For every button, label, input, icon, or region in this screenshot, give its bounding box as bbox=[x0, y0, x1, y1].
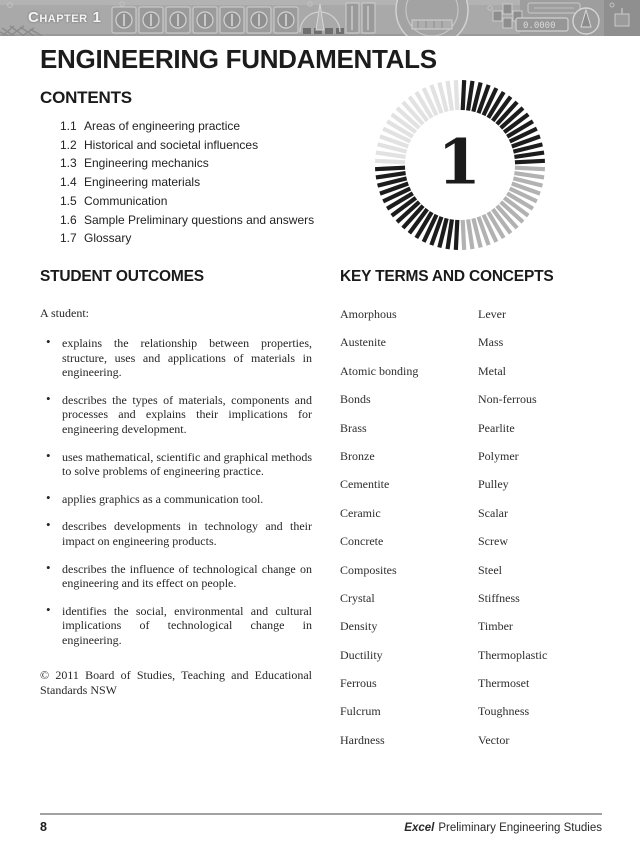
term-item: Metal bbox=[478, 363, 506, 378]
chapter-label bbox=[28, 8, 101, 28]
outcomes-intro: A student: bbox=[40, 306, 90, 320]
term-item: Ceramic bbox=[340, 505, 381, 520]
contents-item bbox=[40, 229, 340, 248]
term-item: Stiffness bbox=[478, 590, 520, 605]
term-item: Vector bbox=[478, 732, 510, 747]
digital-readout bbox=[516, 18, 568, 31]
term-item: Atomic bonding bbox=[340, 363, 419, 378]
term-item: Steel bbox=[478, 562, 502, 577]
outcome-item: • explains the relationship between properties, structure, uses and applications of materials in engineering. bbox=[40, 336, 312, 380]
page-number: 8 bbox=[40, 820, 47, 834]
key-terms-section bbox=[340, 268, 610, 747]
contents-item-number: 1.2 bbox=[60, 137, 77, 152]
copyright-note: © 2011 Board of Studies, Teaching and Educational Standards NSW bbox=[40, 667, 312, 697]
outcome-item: • identifies the social, environmental and cultural implications of technological change in engineering. bbox=[40, 604, 312, 648]
term-item: Composites bbox=[340, 562, 397, 577]
contents-item-number: 1.7 bbox=[60, 231, 77, 246]
term-item: Fulcrum bbox=[340, 704, 381, 719]
footer-rule bbox=[40, 813, 602, 815]
chapter-badge-number: 1 bbox=[437, 125, 481, 199]
chapter-number: 1 bbox=[92, 9, 102, 26]
term-item: Density bbox=[340, 619, 378, 634]
contents-item-label: Engineering materials bbox=[84, 175, 201, 190]
contents-section bbox=[40, 88, 340, 248]
term-item: Thermoset bbox=[478, 676, 530, 691]
term-item: Brass bbox=[340, 420, 367, 435]
contents-heading: CONTENTS bbox=[40, 88, 132, 107]
attitude-indicator-icon bbox=[396, 0, 468, 36]
term-item: Scalar bbox=[478, 505, 508, 520]
term-item: Timber bbox=[478, 619, 513, 634]
outcome-item: • applies graphics as a communication tool. bbox=[40, 492, 312, 507]
contents-item bbox=[40, 192, 340, 211]
term-item: Polymer bbox=[478, 448, 519, 463]
term-item: Lever bbox=[478, 307, 506, 321]
chapter-word: Chapter bbox=[28, 9, 88, 26]
outcome-item: • describes the influence of technological change on engineering and its effect on people. bbox=[40, 562, 312, 591]
term-item: Bronze bbox=[340, 448, 375, 463]
contents-item-label: Communication bbox=[84, 193, 168, 208]
student-outcomes-section bbox=[40, 268, 312, 698]
contents-item bbox=[40, 117, 340, 136]
term-item: Pulley bbox=[478, 477, 509, 492]
term-item: Crystal bbox=[340, 590, 375, 605]
contents-item-number: 1.4 bbox=[60, 175, 77, 190]
term-item: Concrete bbox=[340, 534, 384, 549]
contents-item-number: 1.1 bbox=[60, 119, 77, 133]
contents-item-label: Engineering mechanics bbox=[84, 156, 209, 171]
contents-item bbox=[40, 136, 340, 155]
contents-item-label: Sample Preliminary questions and answers bbox=[84, 212, 315, 227]
term-item: Screw bbox=[478, 534, 508, 549]
page-title: ENGINEERING FUNDAMENTALS bbox=[40, 44, 437, 74]
term-item: Ferrous bbox=[340, 676, 377, 691]
contents-item-number: 1.3 bbox=[60, 156, 77, 171]
outcome-item: • describes developments in technology and their impact on engineering products. bbox=[40, 519, 312, 548]
knob-grid-icon bbox=[112, 7, 298, 33]
contents-list bbox=[40, 117, 340, 248]
outcome-item: • describes the types of materials, components and processes and explains their implications for engineering development. bbox=[40, 393, 312, 437]
contents-item-label: Historical and societal influences bbox=[84, 137, 259, 152]
key-terms-heading: KEY TERMS AND CONCEPTS bbox=[340, 268, 554, 285]
term-item: Pearlite bbox=[478, 420, 515, 435]
contents-item-label: Areas of engineering practice bbox=[84, 119, 241, 133]
term-item: Cementite bbox=[340, 477, 390, 492]
term-item: Ductility bbox=[340, 647, 383, 662]
term-item: Thermoplastic bbox=[478, 647, 548, 662]
term-item: Austenite bbox=[340, 335, 386, 350]
pointer-knob-icon bbox=[573, 8, 599, 34]
terms-column-1 bbox=[340, 307, 418, 761]
contents-item-number: 1.6 bbox=[60, 212, 77, 227]
book-reference bbox=[404, 822, 602, 834]
term-item: Bonds bbox=[340, 392, 371, 407]
chapter-banner bbox=[0, 0, 640, 36]
outcome-item: • uses mathematical, scientific and graphical methods to solve problems of engineering practice. bbox=[40, 450, 312, 479]
contents-item bbox=[40, 211, 340, 230]
term-item: Mass bbox=[478, 335, 504, 350]
outcomes-list bbox=[40, 336, 312, 648]
contents-item bbox=[40, 173, 340, 192]
chapter-badge bbox=[374, 79, 546, 251]
contents-item-label: Glossary bbox=[84, 231, 132, 246]
terms-column-2 bbox=[478, 307, 547, 761]
readout-value: 0.0000 bbox=[523, 21, 556, 31]
book-brand: Excel bbox=[404, 822, 435, 834]
contents-item bbox=[40, 154, 340, 173]
term-item: Hardness bbox=[340, 732, 385, 747]
student-outcomes-heading: STUDENT OUTCOMES bbox=[40, 268, 204, 285]
term-item: Non-ferrous bbox=[478, 392, 537, 407]
contents-item-number: 1.5 bbox=[60, 193, 77, 208]
term-item: Amorphous bbox=[340, 307, 397, 321]
footer bbox=[40, 820, 602, 834]
term-item: Toughness bbox=[478, 704, 530, 719]
book-title: Preliminary Engineering Studies bbox=[438, 822, 602, 834]
